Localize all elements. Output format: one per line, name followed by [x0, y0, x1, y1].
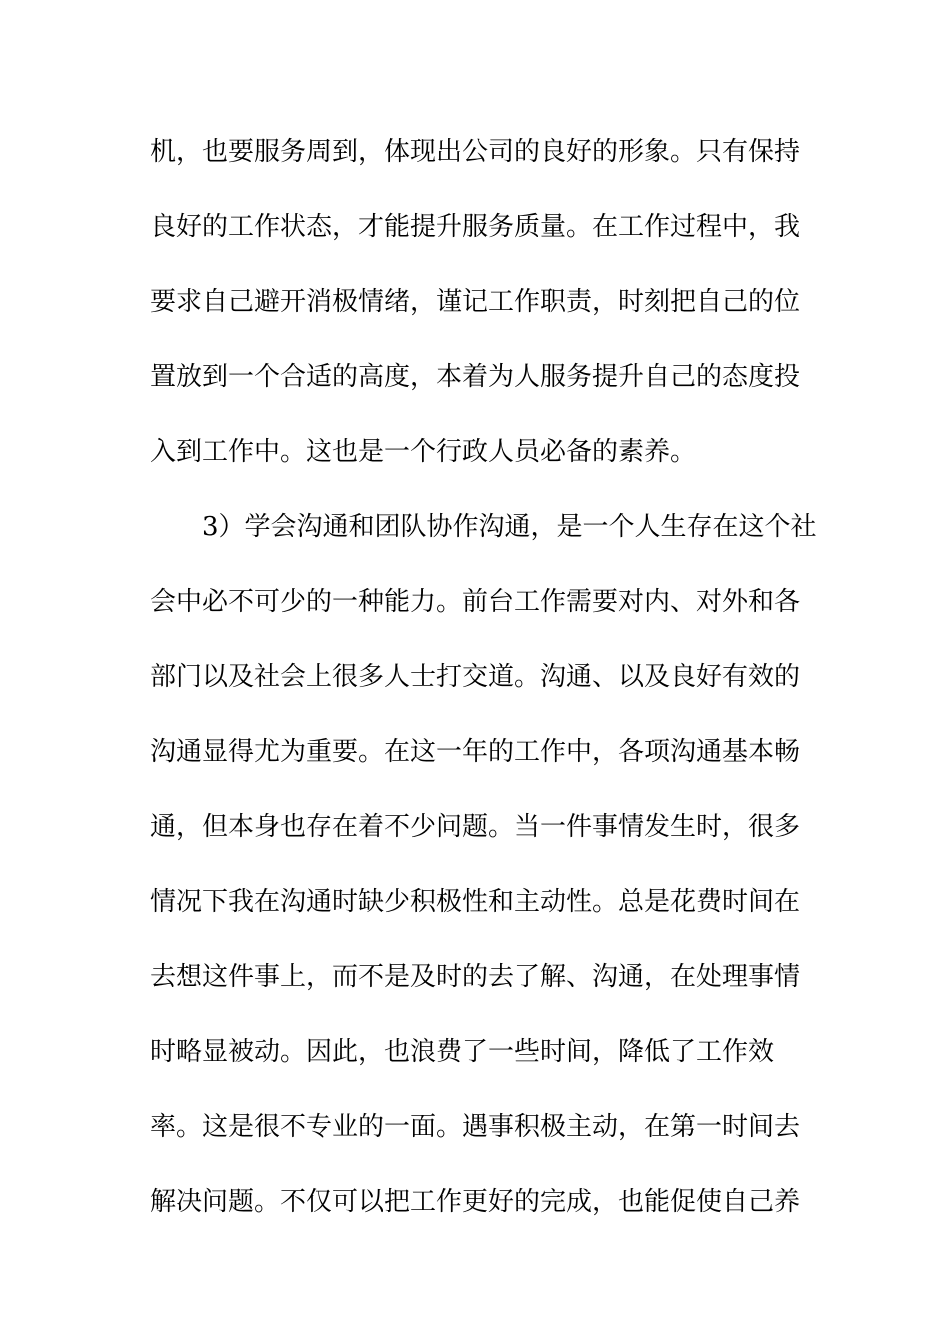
text-line: 置放到一个合适的高度，本着为人服务提升自己的态度投 — [150, 362, 801, 392]
text-line: 机，也要服务周到，体现出公司的良好的形象。只有保持 — [150, 137, 801, 167]
text-line: 率。这是很不专业的一面。遇事积极主动，在第一时间去 — [150, 1112, 801, 1142]
text-line: 良好的工作状态，才能提升服务质量。在工作过程中，我 — [150, 212, 801, 242]
paragraph-start-line: 3）学会沟通和团队协作沟通，是一个人生存在这个社 — [202, 512, 817, 542]
text-line: 通，但本身也存在着不少问题。当一件事情发生时，很多 — [150, 812, 801, 842]
text-line: 解决问题。不仅可以把工作更好的完成，也能促使自己养 — [150, 1187, 801, 1217]
text-line: 情况下我在沟通时缺少积极性和主动性。总是花费时间在 — [150, 887, 801, 917]
text-line: 去想这件事上，而不是及时的去了解、沟通，在处理事情 — [150, 962, 801, 992]
text-line: 沟通显得尤为重要。在这一年的工作中，各项沟通基本畅 — [150, 737, 801, 767]
text-line: 时略显被动。因此，也浪费了一些时间，降低了工作效 — [150, 1037, 775, 1067]
text-line: 要求自己避开消极情绪，谨记工作职责，时刻把自己的位 — [150, 287, 801, 317]
text-line: 部门以及社会上很多人士打交道。沟通、以及良好有效的 — [150, 662, 801, 692]
text-line: 会中必不可少的一种能力。前台工作需要对内、对外和各 — [150, 587, 801, 617]
text-line: 入到工作中。这也是一个行政人员必备的素养。 — [150, 437, 697, 467]
